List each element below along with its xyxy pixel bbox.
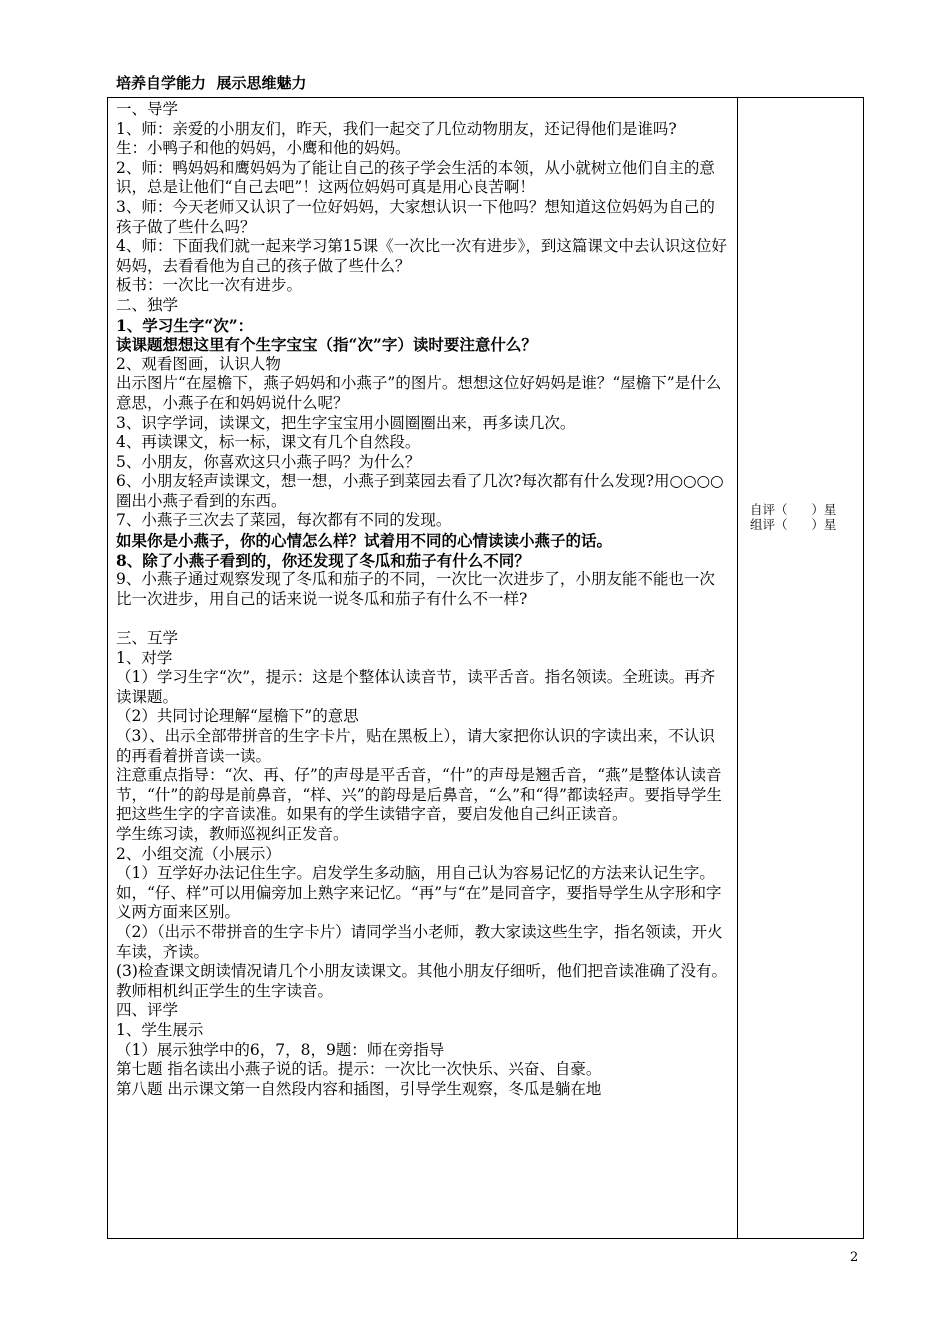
text-line: (3)检查课文朗读情况请几个小朋友读课文。其他小朋友仔细听，他们把音读准确了没有。: [116, 962, 727, 981]
section-heading: 一、导学: [116, 100, 179, 118]
text-line: 出示图片“在屋檐下，燕子妈妈和小燕子”的图片。想想这位好妈妈是谁？“屋檐下”是什么意思，小燕子在和妈妈说什么呢？: [116, 374, 722, 412]
blank-line: [116, 609, 730, 629]
text-line: （1）互学好办法记住生字。启发学生多动脑，用自己认为容易记忆的方法来认记生字。如，“仔、样”可以用偏旁加上熟字来记忆。“再”与“在”是同音字，要指导学生从字形和字义两方面来区别。: [116, 864, 722, 922]
text-line: （1）展示独学中的6，7，8，9题：师在旁指导: [116, 1040, 445, 1059]
text-line: 3、识字学词，读课文，把生字宝宝用小圆圈圈出来，再多读几次。: [116, 413, 576, 432]
self-evaluation: 自评（ ）星: [750, 502, 837, 517]
text-line: 教师相机纠正学生的生字读音。: [116, 981, 334, 1000]
text-line: 3、师：今天老师又认识了一位好妈妈，大家想认识一下他吗？想知道这位妈妈为自己的孩子做了些什么吗？: [116, 197, 715, 236]
text-line: 2、观看图画，认识人物: [116, 354, 281, 373]
lesson-table: [107, 97, 864, 1239]
text-line: 注意重点指导：“次、再、仔”的声母是平舌音，“什”的声母是翘舌音，“燕”是整体认读音节，“什”的韵母是前鼻音，“样、兴”的韵母是后鼻音，“么”和“得”都读轻声。要指导学生把这些生字的字音读准。如果有的学生读错字音，要启发他自己纠正读音。: [116, 766, 722, 824]
section-heading: 四、评学: [116, 1001, 179, 1020]
text-line: 1、对学: [116, 648, 173, 667]
section-heading: 二、独学: [116, 295, 179, 314]
group-evaluation: 组评（ ）星: [750, 517, 837, 532]
page-header-title: 培养自学能力 展示思维魅力: [116, 74, 307, 92]
text-line: 4、师：下面我们就一起来学习第15课《一次比一次有进步》，到这篇课文中去认识这位好妈妈，去看看他为自己的孩子做了些什么？: [116, 237, 727, 275]
text-line: 1、师：亲爱的小朋友们，昨天，我们一起交了几位动物朋友，还记得他们是谁吗?: [116, 119, 677, 138]
text-line: 读课题想想这里有个生字宝宝（指“次”字）读时要注意什么？: [116, 335, 537, 355]
text-line: 1、学生展示: [116, 1020, 204, 1039]
evaluation-box: [750, 502, 836, 532]
text-line: 6、小朋友轻声读课文，想一想，小燕子到菜园去看了几次?每次都有什么发现?用○○○○圈出小燕子看到的东西。: [116, 472, 724, 510]
text-line: 8、除了小燕子看到的，你还发现了冬瓜和茄子有什么不同？: [116, 550, 530, 570]
text-line: 2、小组交流（小展示）: [116, 844, 281, 863]
text-line: 4、再读课文，标一标，课文有几个自然段。: [116, 433, 421, 452]
text-line: 第七题 指名读出小燕子说的话。提示：一次比一次快乐、兴奋、自豪。: [116, 1060, 602, 1079]
text-line: 第八题 出示课文第一自然段内容和插图，引导学生观察，冬瓜是躺在地: [116, 1079, 602, 1098]
text-line: （2）（出示不带拼音的生字卡片）请同学当小老师，教大家读这些生字，指名领读，开火车读，齐读。: [116, 922, 723, 961]
text-line: （3）、出示全部带拼音的生字卡片，贴在黑板上），请大家把你认识的字读出来，不认识的再看着拼音读一读。: [116, 727, 715, 765]
text-line: 如果你是小燕子，你的心情怎么样？试着用不同的心情读读小燕子的话。: [116, 531, 613, 551]
text-line: 生：小鸭子和他的妈妈，小鹰和他的妈妈。: [116, 139, 411, 158]
page-number: 2: [850, 1250, 859, 1265]
text-line: （2）共同讨论理解“屋檐下”的意思: [116, 707, 359, 726]
text-line: 7、小燕子三次去了菜园，每次都有不同的发现。: [116, 511, 452, 530]
text-line: 2、师：鸭妈妈和鹰妈妈为了能让自己的孩子学会生活的本领，从小就树立他们自主的意识，总是让他们“自己去吧”！这两位妈妈可真是用心良苦啊！: [116, 158, 715, 197]
text-line: 1、学习生字“次”：: [116, 315, 254, 335]
text-line: 板书：一次比一次有进步。: [116, 276, 303, 295]
text-line: 9、小燕子通过观察发现了冬瓜和茄子的不同，一次比一次进步了，小朋友能不能也一次比一次进步，用自己的话来说一说冬瓜和茄子有什么不一样?: [116, 570, 715, 608]
text-line: 5、小朋友，你喜欢这只小燕子吗？为什么？: [116, 452, 421, 471]
text-line: 学生练习读，教师巡视纠正发音。: [116, 824, 349, 843]
column-divider: [737, 98, 738, 1238]
text-line: （1）学习生字“次”，提示：这是个整体认读音节，读平舌音。指名领读。全班读。再齐读课题。: [116, 668, 716, 706]
lesson-content: [116, 100, 730, 1099]
section-heading: 三、互学: [116, 629, 179, 648]
